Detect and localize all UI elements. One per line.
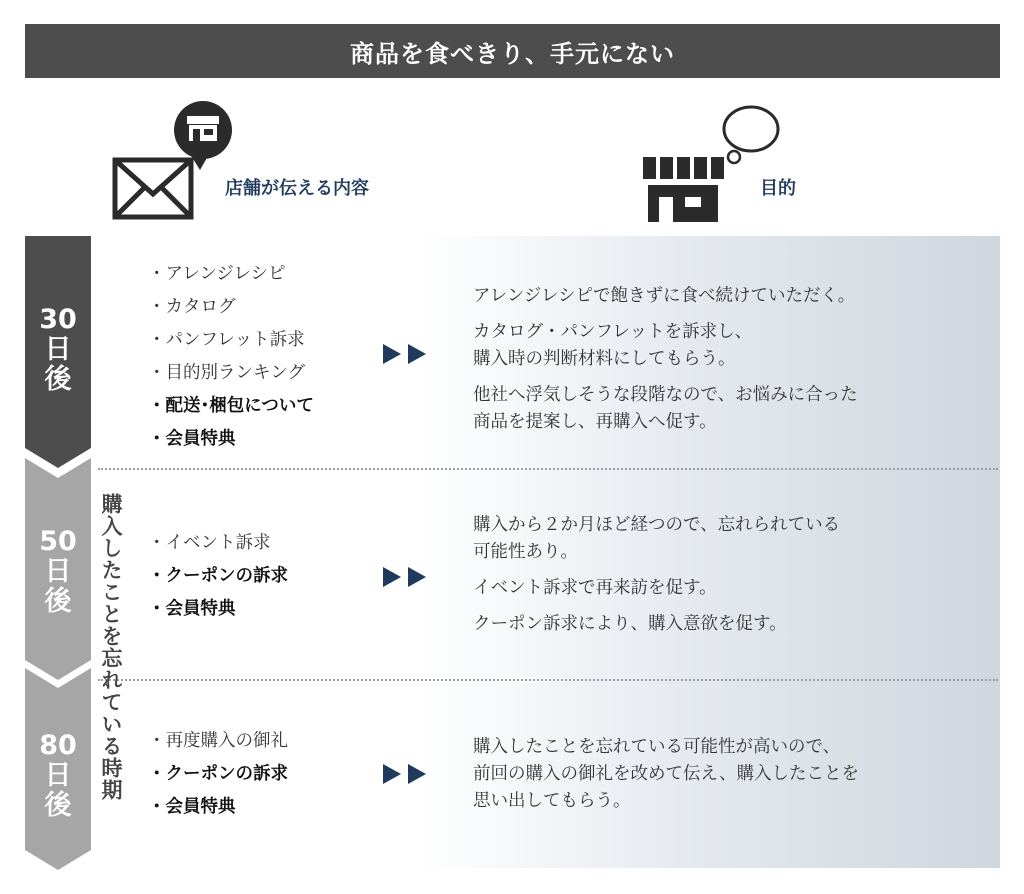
day-label-30: 30 日 後 bbox=[39, 304, 77, 395]
content-list-50 bbox=[148, 527, 288, 626]
purpose-block-80 bbox=[473, 734, 983, 824]
list-item: ・ 会員特典 bbox=[148, 423, 314, 456]
list-item: ・ アレンジレシピ bbox=[148, 258, 314, 291]
double-play-arrow-icon bbox=[383, 342, 429, 366]
list-item: ・ イベント訴求 bbox=[148, 527, 288, 560]
day-label-50: 50 日 後 bbox=[39, 526, 77, 617]
row-divider bbox=[98, 468, 998, 470]
store-icon bbox=[643, 157, 724, 222]
list-item: ・ 配送･梱包について bbox=[148, 390, 314, 423]
purpose-text: アレンジレシピで飽きずに食べ続けていただく。 bbox=[473, 286, 856, 306]
column-label-purpose: 目的 bbox=[760, 178, 796, 199]
purpose-text: イベント訴求で再来訪を促す。 bbox=[473, 578, 717, 598]
double-play-arrow-icon bbox=[383, 762, 429, 786]
purpose-text: カタログ・パンフレットを訴求し、 購入時の判断材料にしてもらう。 bbox=[473, 322, 753, 369]
purpose-text: 購入したことを忘れている可能性が高いので、 前回の購入の御礼を改めて伝え、購入したことを 思い出してもらう。 bbox=[473, 737, 860, 811]
row-divider bbox=[98, 679, 998, 681]
day-label-80: 80 日 後 bbox=[39, 730, 77, 821]
list-item: ・ カタログ bbox=[148, 291, 314, 324]
list-item: ・ 会員特典 bbox=[148, 593, 288, 626]
content-list-80 bbox=[148, 725, 288, 824]
forgotten-period-caption: 購入したことを忘れている時期 bbox=[99, 493, 123, 801]
page-title: 商品を食べきり、手元にない bbox=[350, 39, 675, 68]
store-with-thought-icon bbox=[640, 102, 790, 228]
list-item: ・ 会員特典 bbox=[148, 791, 288, 824]
title-bar bbox=[25, 24, 1000, 78]
envelope-icon bbox=[115, 160, 191, 217]
list-item: ・ 再度購入の御礼 bbox=[148, 725, 288, 758]
purpose-text: 他社へ浮気しそうな段階なので、お悩みに合った 商品を提案し、再購入へ促す。 bbox=[473, 385, 858, 432]
list-item: ・ クーポンの訴求 bbox=[148, 758, 288, 791]
double-play-arrow-icon bbox=[383, 565, 429, 589]
purpose-text: クーポン訴求により、購入意欲を促す。 bbox=[473, 614, 787, 634]
purpose-block-30 bbox=[473, 283, 983, 445]
list-item: ・ パンフレット訴求 bbox=[148, 324, 314, 357]
purpose-text: 購入から２か月ほど経つので、忘れられている 可能性あり。 bbox=[473, 515, 841, 562]
purpose-block-50 bbox=[473, 512, 983, 647]
envelope-with-store-icon bbox=[112, 100, 242, 229]
thought-bubble-icon bbox=[724, 107, 778, 163]
list-item: ・ 目的別ランキング bbox=[148, 357, 314, 390]
content-list-30 bbox=[148, 258, 314, 456]
column-label-content: 店舗が伝える内容 bbox=[225, 178, 369, 199]
list-item: ・ クーポンの訴求 bbox=[148, 560, 288, 593]
